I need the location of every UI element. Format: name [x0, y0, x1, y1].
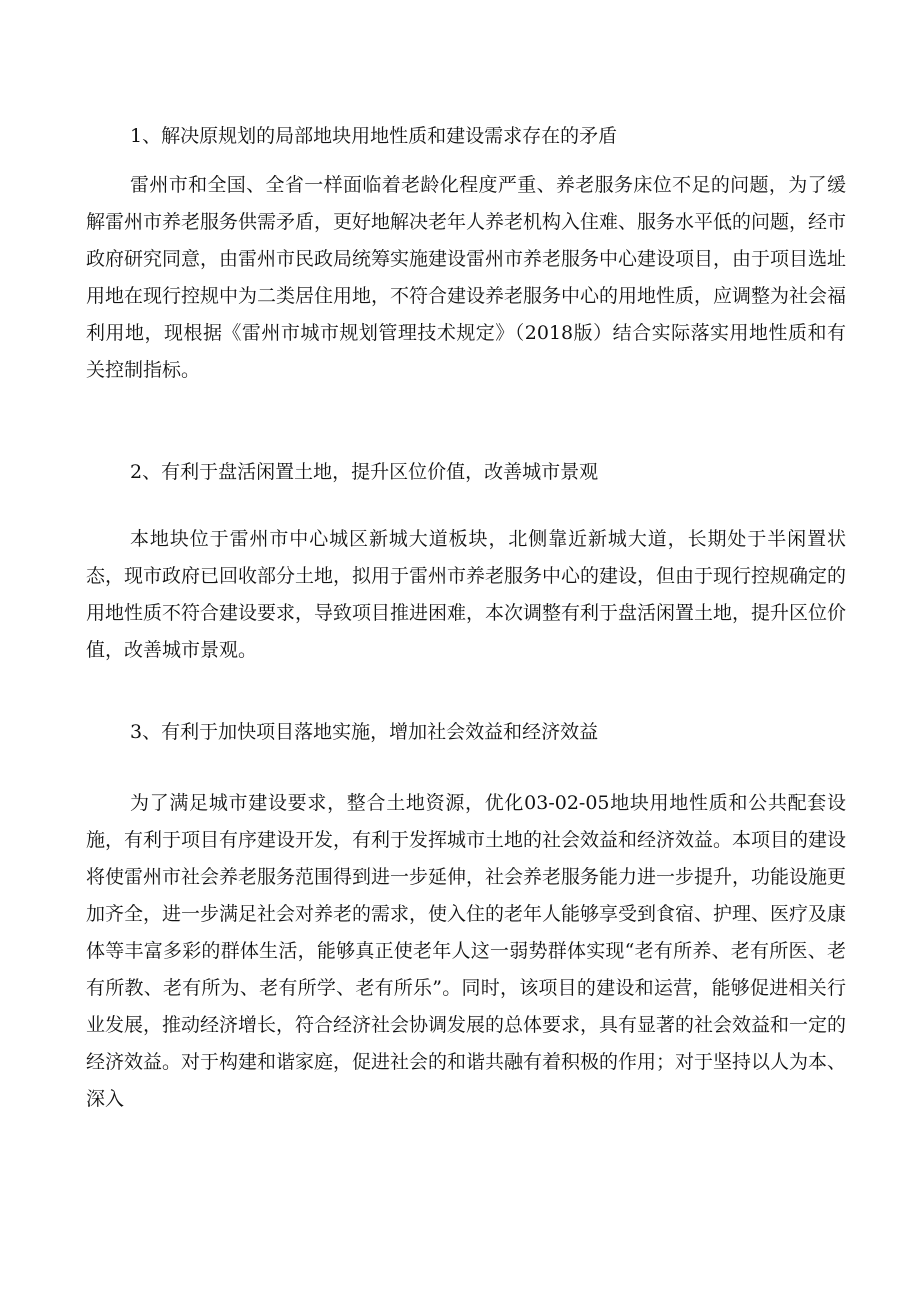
section-paragraph-1: 雷州市和全国、全省一样面临着老龄化程度严重、养老服务床位不足的问题，为了缓解雷州市养老服务供需矛盾，更好地解决老年人养老机构入住难、服务水平低的问题，经市政府研究同意，由雷州市民政局统筹实施建设雷州市养老服务中心建设项目，由于项目选址用地在现行控规中为二类居住用地，不符合建设养老服务中心的用地性质，应调整为社会福利用地，现根据《雷州市城市规划管理技术规定》（2018版）结合实际落实用地性质和有关控制指标。: [86, 174, 847, 381]
section-paragraph-3: 为了满足城市建设要求，整合土地资源，优化03-02-05地块用地性质和公共配套设施，有利于项目有序建设开发，有利于发挥城市土地的社会效益和经济效益。本项目的建设将使雷州市社会养老服务范围得到进一步延伸，社会养老服务能力进一步提升，功能设施更加齐全，进一步满足社会对养老的需求，使入住的老年人能够享受到食宿、护理、医疗及康体等丰富多彩的群体生活，能够真正使老年人这一弱势群体实现“老有所养、老有所医、老有所教、老有所为、老有所学、老有所乐”。同时，该项目的建设和运营，能够促进相关行业发展，推动经济增长，符合经济社会协调发展的总体要求，具有显著的社会效益和一定的经济效益。对于构建和谐家庭，促进社会的和谐共融有着积极的作用；对于坚持以人为本、深入: [86, 792, 847, 1110]
section-paragraph-2: 本地块位于雷州市中心城区新城大道板块，北侧靠近新城大道，长期处于半闲置状态，现市政府已回收部分土地，拟用于雷州市养老服务中心的建设，但由于现行控规确定的用地性质不符合建设要求，导致项目推进困难，本次调整有利于盘活闲置土地，提升区位价值，改善城市景观。: [86, 528, 847, 661]
section-heading-1: 1、解决原规划的局部地块用地性质和建设需求存在的矛盾: [130, 125, 618, 147]
section-heading-3: 3、有利于加快项目落地实施，增加社会效益和经济效益: [130, 721, 599, 743]
section-heading-2: 2、有利于盘活闲置土地，提升区位价值，改善城市景观: [130, 461, 599, 483]
